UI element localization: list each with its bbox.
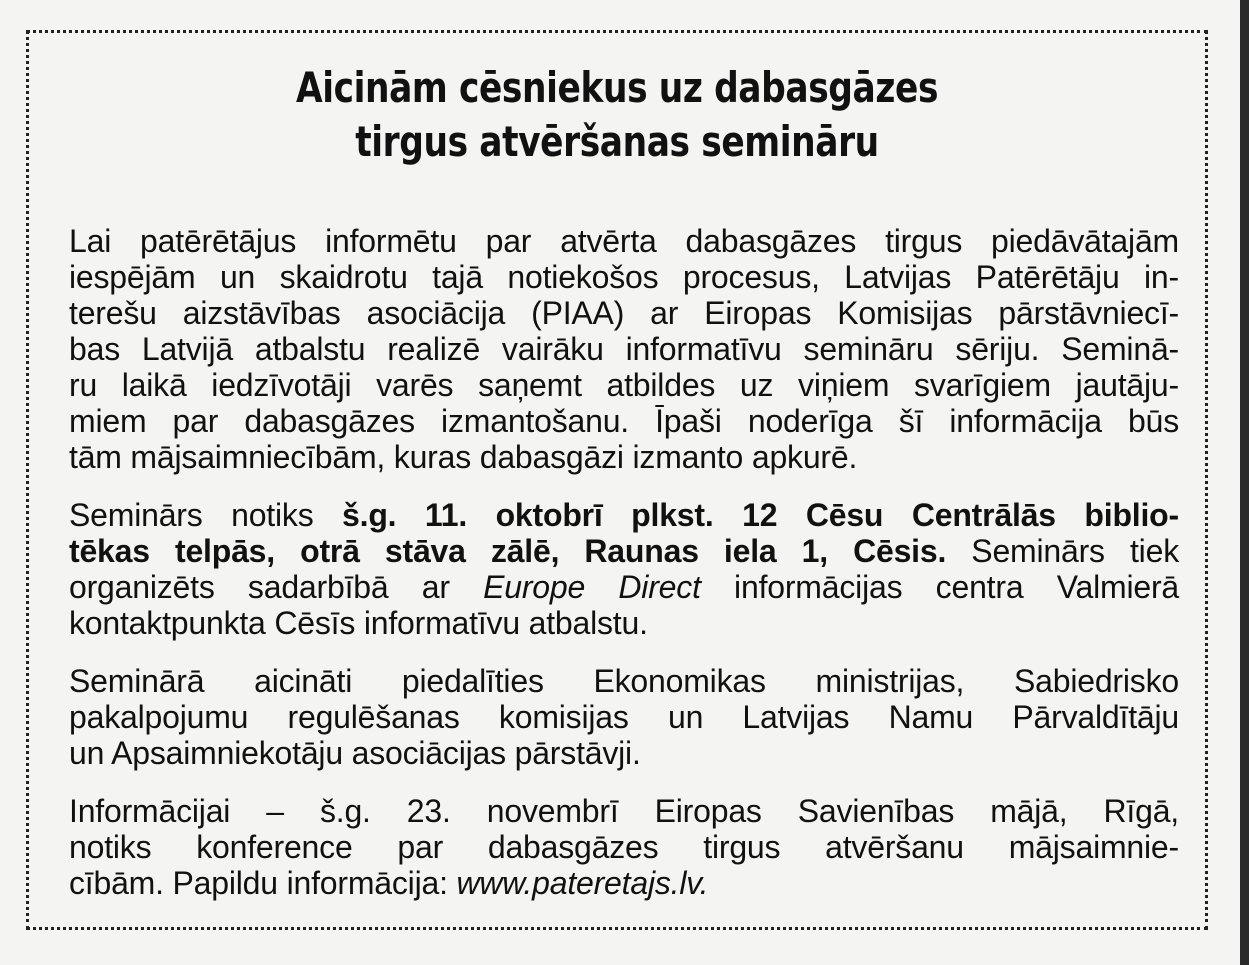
text-line <box>59 497 1179 533</box>
text-line: notiks konference par dabasgāzes tirgus atvēršanu mājsaimnie- <box>69 829 1179 865</box>
text-line: kontaktpunkta Cēsīs informatīvu atbalstu. <box>69 605 648 641</box>
article-headline <box>135 61 1099 169</box>
text-line: bas Latvijā atbalstu realizē vairāku informatīvu semināru sēriju. Seminā- <box>69 331 1179 367</box>
paragraph-conference-info <box>59 793 1179 901</box>
website-link[interactable]: www.pateretajs.lv. <box>456 865 709 901</box>
text-normal: Seminārs tiek <box>946 533 1179 569</box>
text-line: Informācijai – š.g. 23. novembrī Eiropas Savienības mājā, Rīgā, <box>69 793 1179 829</box>
page-edge-shadow <box>1240 0 1249 965</box>
text-line: Lai patērētājus informētu par atvērta dabasgāzes tirgus piedāvātajām <box>69 223 1179 259</box>
paragraph-seminar-details <box>59 497 1179 641</box>
text-line: un Apsaimniekotāju asociācijas pārstāvji. <box>69 735 641 771</box>
headline-line-2: tirgus atvēršanas semināru <box>355 117 879 166</box>
paragraph-intro <box>59 223 1179 475</box>
article-body <box>59 223 1179 923</box>
text-line <box>59 569 1179 605</box>
text-normal: Seminārs notiks <box>69 497 343 533</box>
headline-line-1: Aicinām cēsniekus uz dabasgāzes <box>295 63 939 112</box>
text-line: iespējām un skaidrotu tajā notiekošos procesus, Latvijas Patērētāju in- <box>69 259 1179 295</box>
article-frame <box>26 30 1208 930</box>
text-line <box>59 865 1179 901</box>
text-normal: informācijas centra Valmierā <box>700 569 1179 605</box>
text-line: pakalpojumu regulēšanas komisijas un Latvijas Namu Pārvaldītāju <box>69 699 1179 735</box>
paragraph-invited <box>59 663 1179 771</box>
text-line: tām mājsaimniecībām, kuras dabasgāzi izmanto apkurē. <box>69 439 858 475</box>
text-line <box>59 533 1179 569</box>
text-line: miem par dabasgāzes izmantošanu. Īpaši noderīga šī informācija būs <box>69 403 1179 439</box>
seminar-location: tēkas telpās, otrā stāva zālē, Raunas iela 1, Cēsis. <box>69 533 947 569</box>
text-line: Seminārā aicināti piedalīties Ekonomikas ministrijas, Sabiedrisko <box>69 663 1179 699</box>
text-line: ru laikā iedzīvotāji varēs saņemt atbildes uz viņiem svarīgiem jautāju- <box>69 367 1179 403</box>
text-line: terešu aizstāvības asociācija (PIAA) ar Eiropas Komisijas pārstāvniecī- <box>69 295 1179 331</box>
text-normal: cībām. Papildu informācija: <box>69 865 457 901</box>
seminar-date-time: š.g. 11. oktobrī plkst. 12 Cēsu Centrālās biblio- <box>342 497 1179 533</box>
text-normal: organizēts sadarbībā ar <box>69 569 484 605</box>
europe-direct-name: Europe Direct <box>483 569 701 605</box>
